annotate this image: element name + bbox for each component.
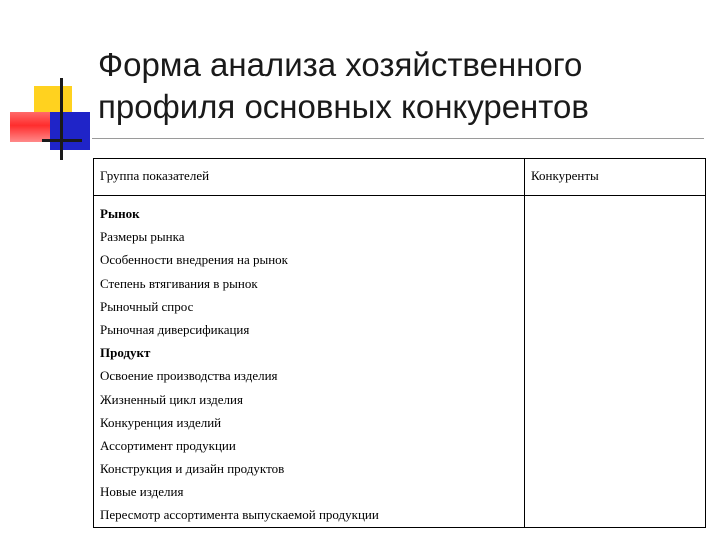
indicator-item: Рыночный спрос: [100, 298, 194, 314]
slide-title: [98, 44, 708, 128]
slide-title-line-2: профиля основных конкурентов: [98, 88, 589, 125]
indicator-item: Конструкция и дизайн продуктов: [100, 461, 285, 477]
indicator-item: Размеры рынка: [100, 229, 185, 245]
competitors-cell: [525, 196, 706, 528]
header-indicator-group-label: Группа показателей: [100, 168, 210, 183]
indicator-item: Пересмотр ассортимента выпускаемой продукции: [100, 507, 379, 523]
indicator-item: Конкуренция изделий: [100, 414, 222, 430]
decor-blue-square: [50, 112, 90, 150]
header-competitors-label: Конкуренты: [531, 168, 599, 183]
indicator-item: Степень втягивания в рынок: [100, 275, 258, 291]
header-competitors: [525, 159, 706, 196]
indicator-item: Рыночная диверсификация: [100, 321, 250, 337]
header-indicator-group: [94, 159, 525, 196]
indicator-item: Ассортимент продукции: [100, 437, 236, 453]
title-divider: [92, 138, 704, 139]
indicator-item: Жизненный цикл изделия: [100, 391, 243, 407]
indicator-item: Особенности внедрения на рынок: [100, 252, 288, 268]
indicator-list-cell: [94, 196, 525, 528]
indicator-group-heading: Продукт: [100, 345, 151, 361]
decor-vertical-line: [60, 78, 63, 160]
competitor-profile-table: [93, 158, 706, 528]
decor-horizontal-line: [42, 139, 82, 142]
indicator-list: [94, 196, 524, 527]
table-header-row: [94, 159, 706, 196]
slide-title-line-1: Форма анализа хозяйственного: [98, 46, 583, 83]
indicator-group-heading: Рынок: [100, 206, 140, 221]
indicator-item: Новые изделия: [100, 484, 184, 500]
table-body-row: [94, 196, 706, 528]
indicator-item: Освоение производства изделия: [100, 368, 278, 384]
